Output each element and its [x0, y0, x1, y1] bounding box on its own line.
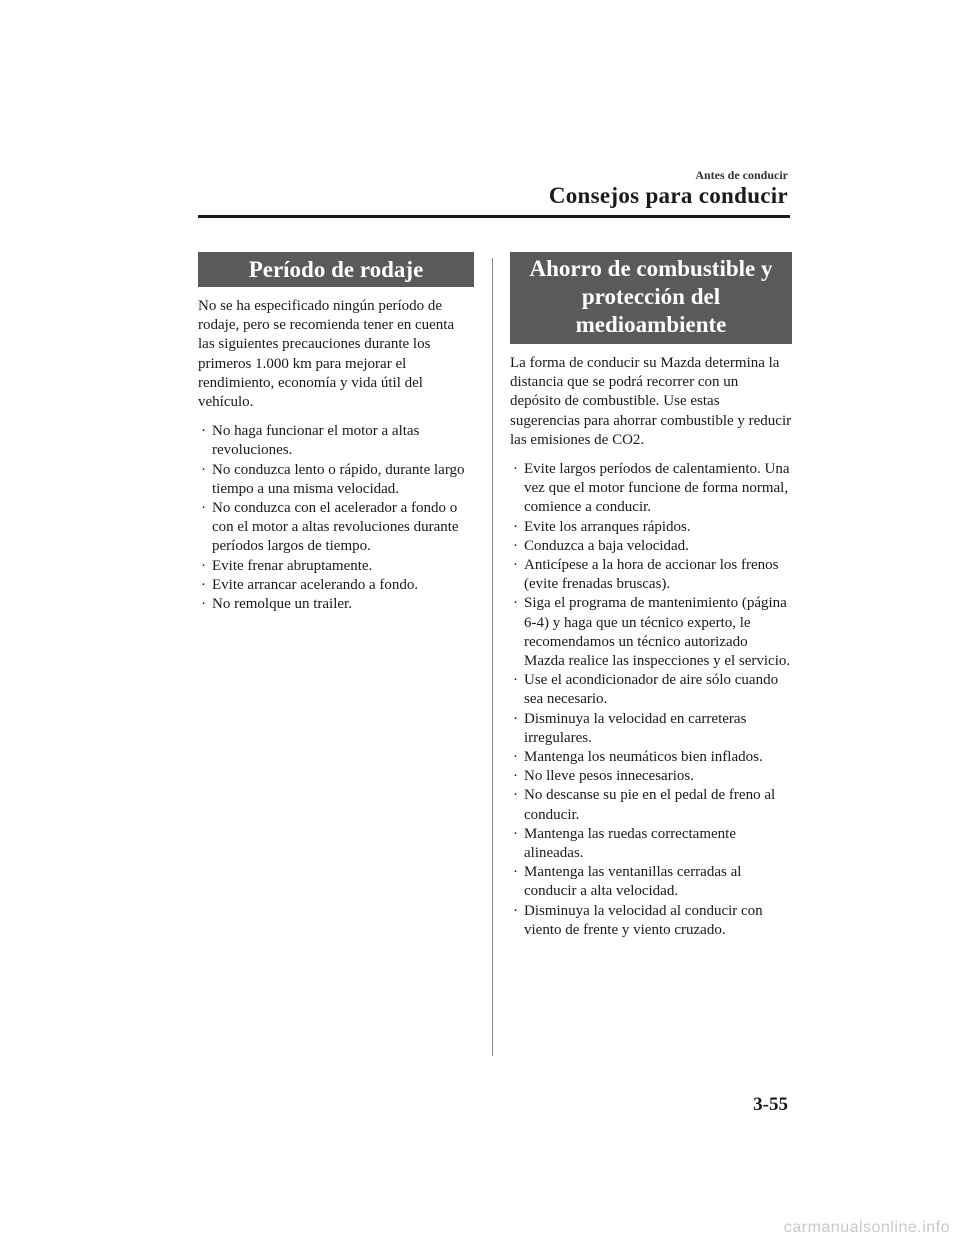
page-title: Consejos para conducir [548, 183, 788, 208]
bullet-icon: · [201, 500, 206, 517]
section-heading-fuel-economy [510, 252, 792, 344]
list-item: · Evite arrancar acelerando a fondo. [198, 576, 474, 595]
list-item: · No remolque un trailer. [198, 595, 474, 614]
list-item: · Anticípese a la hora de accionar los frenos (evite frenadas bruscas). [513, 557, 779, 593]
list-item: · No conduzca lento o rápido, durante largo tiempo a una misma velocidad. [201, 461, 465, 497]
fuel-economy-list [510, 460, 792, 940]
fuel-economy-intro: La forma de conducir su Mazda determina la distancia que se podrá recorrer con un depósito de combustible. Use estas sugerencias para ahorrar combustible y reducir las emisiones de CO2. [510, 355, 792, 448]
bullet-icon: · [513, 518, 518, 535]
bullet-icon: · [513, 595, 518, 612]
list-item: · Mantenga las ruedas correctamente alineadas. [513, 825, 736, 862]
bullet-icon: · [513, 787, 518, 804]
column-divider [492, 258, 493, 1056]
break-in-intro: No se ha especificado ningún período de rodaje, pero se recomienda tener en cuenta las siguientes precauciones durante los primeros 1.000 km para mejorar el rendimiento, economía y vida útil del vehículo. [198, 298, 455, 411]
heading-line: medioambiente [575, 312, 727, 337]
bullet-icon: · [201, 461, 206, 478]
list-item: · No conduzca con el acelerador a fondo o con el motor a altas revoluciones durante períodos largos de tiempo. [201, 500, 459, 555]
list-item: · Evite los arranques rápidos. [510, 518, 792, 537]
bullet-icon: · [513, 557, 518, 574]
bullet-icon: · [513, 672, 518, 689]
bullet-icon: · [513, 864, 518, 881]
list-item: · Siga el programa de mantenimiento (página 6-4) y haga que un técnico experto, le recomendamos un técnico autorizado Mazda realice las inspecciones y el servicio. [513, 595, 791, 670]
bullet-icon: · [513, 825, 518, 842]
bullet-icon: · [513, 537, 518, 554]
list-item: · No lleve pesos innecesarios. [510, 767, 792, 786]
bullet-icon: · [513, 768, 518, 785]
bullet-icon: · [513, 749, 518, 766]
list-item: · Conduzca a baja velocidad. [510, 537, 792, 556]
list-item: · Use el acondicionador de aire sólo cuando sea necesario. [513, 672, 779, 708]
list-item: · No descanse su pie en el pedal de freno al conducir. [513, 787, 776, 823]
watermark[interactable]: carmanualsonline.info [783, 1219, 950, 1236]
header-divider [198, 215, 790, 218]
list-item: · Mantenga los neumáticos bien inflados. [510, 748, 792, 767]
heading-line: protección del [581, 284, 721, 309]
bullet-icon: · [201, 423, 206, 440]
bullet-icon: · [201, 557, 206, 574]
page-number: 3-55 [753, 1094, 788, 1115]
right-column [510, 252, 792, 940]
list-item: · No haga funcionar el motor a altas revoluciones. [201, 423, 420, 459]
section-heading-break-in: Período de rodaje [198, 252, 474, 287]
left-column [198, 252, 474, 614]
break-in-list [198, 422, 474, 614]
bullet-icon: · [201, 576, 206, 593]
bullet-icon: · [513, 902, 518, 919]
bullet-icon: · [513, 461, 518, 478]
list-item: · Disminuya la velocidad en carreteras irregulares. [513, 710, 747, 746]
list-item: · Evite largos períodos de calentamiento. Una vez que el motor funcione de forma normal, comience a conducir. [513, 461, 790, 516]
header-section-label: Antes de conducir [695, 168, 788, 182]
heading-line: Ahorro de combustible y [529, 256, 773, 281]
list-item: · Evite frenar abruptamente. [198, 557, 474, 576]
list-item: · Mantenga las ventanillas cerradas al conducir a alta velocidad. [513, 864, 742, 900]
list-item: · Disminuya la velocidad al conducir con viento de frente y viento cruzado. [513, 902, 763, 938]
bullet-icon: · [513, 710, 518, 727]
bullet-icon: · [201, 596, 206, 613]
